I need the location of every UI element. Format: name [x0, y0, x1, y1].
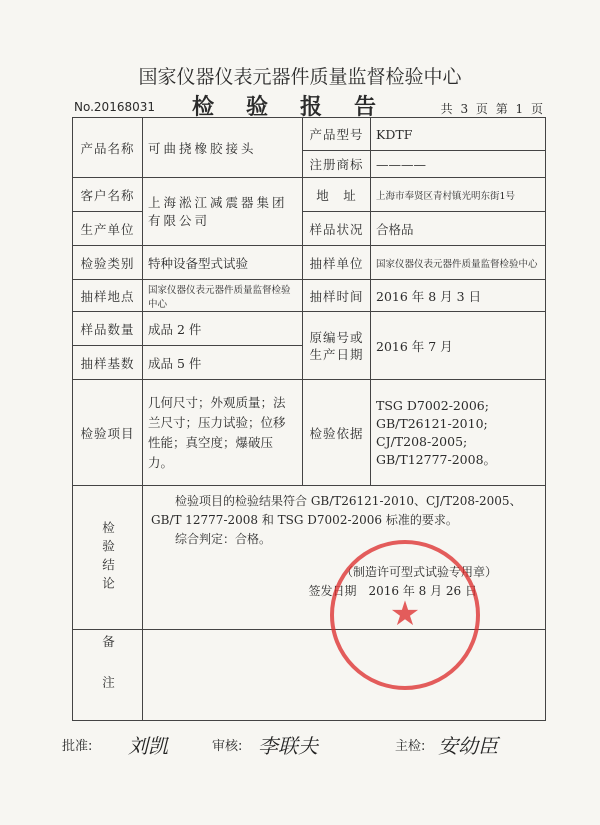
orig-no-label: 原编号或生产日期 [303, 312, 371, 380]
basis-item: GB/T26121-2010; [376, 415, 488, 431]
quantity-label: 样品数量 [73, 312, 143, 346]
category-label: 检验类别 [73, 246, 143, 280]
model-label: 产品型号 [303, 118, 371, 151]
orig-no-value: 2016 年 7 月 [371, 312, 546, 380]
lead-label: 主检: [395, 739, 426, 754]
model-value: KDTF [371, 118, 546, 151]
sampling-unit-label: 抽样单位 [303, 246, 371, 280]
sampling-unit-value: 国家仪器仪表元器件质量监督检验中心 [371, 246, 546, 280]
basis-item: CJ/T208-2005; [376, 433, 468, 449]
items-value: 几何尺寸；外观质量；法兰尺寸；压力试验；位移性能；真空度；爆破压力。 [143, 380, 303, 486]
client-label: 客户名称 [73, 178, 143, 212]
basis-value [371, 380, 546, 486]
seal-star-icon: ★ [389, 594, 421, 634]
sampling-place-value: 国家仪器仪表元器件质量监督检验中心 [143, 280, 303, 312]
client-value: 上海淞江减震器集团有限公司 [143, 178, 303, 246]
page-count: 共 3 页 第 1 页 [440, 102, 545, 116]
conclusion-text: 检验项目的检验结果符合 GB/T26121-2010、CJ/T208-2005、GB/T 12777-2008 和 TSG D7002-2006 标准的要求。 [151, 494, 522, 527]
verdict-text: 综合判定：合格。 [175, 532, 272, 546]
category-value: 特种设备型式试验 [143, 246, 303, 280]
official-seal [330, 540, 480, 690]
product-name-label: 产品名称 [73, 118, 143, 178]
sampling-time-value: 2016 年 8 月 3 日 [371, 280, 546, 312]
sampling-time-label: 抽样时间 [303, 280, 371, 312]
approve-signature: 刘凯 [128, 734, 168, 758]
address-label: 地 址 [303, 178, 371, 212]
review-label: 审核: [212, 739, 243, 754]
lead-signature: 安幼臣 [438, 734, 498, 758]
basis-label: 检验依据 [303, 380, 371, 486]
conclusion-label-cell [73, 486, 143, 630]
organization-name: 国家仪器仪表元器件质量监督检验中心 [138, 66, 462, 88]
trademark-value: ———— [371, 151, 546, 178]
sample-status-label: 样品状况 [303, 212, 371, 246]
basis-item: GB/T12777-2008。 [376, 451, 497, 467]
product-name-value: 可曲挠橡胶接头 [143, 118, 303, 178]
base-value: 成品 5 件 [143, 346, 303, 380]
stamp-note: （制造许可型式试验专用章） [340, 565, 497, 579]
report-number: No.20168031 [74, 100, 155, 114]
manufacturer-label: 生产单位 [73, 212, 143, 246]
address-value: 上海市奉贤区青村镇光明东街1号 [371, 178, 546, 212]
base-label: 抽样基数 [73, 346, 143, 380]
trademark-label: 注册商标 [303, 151, 371, 178]
remarks-label-cell [73, 630, 143, 721]
remarks-label: 备注 [100, 634, 116, 716]
basis-item: TSG D7002-2006; [376, 397, 489, 413]
sample-status-value: 合格品 [371, 212, 546, 246]
approve-label: 批准: [62, 739, 93, 754]
issue-date: 签发日期 2016 年 8 月 26 日 [308, 584, 477, 598]
quantity-value: 成品 2 件 [143, 312, 303, 346]
conclusion-label: 检验结论 [100, 520, 116, 595]
review-signature: 李联夫 [258, 734, 318, 758]
report-title: 检验报告 [191, 94, 408, 120]
items-label: 检验项目 [73, 380, 143, 486]
sampling-place-label: 抽样地点 [73, 280, 143, 312]
